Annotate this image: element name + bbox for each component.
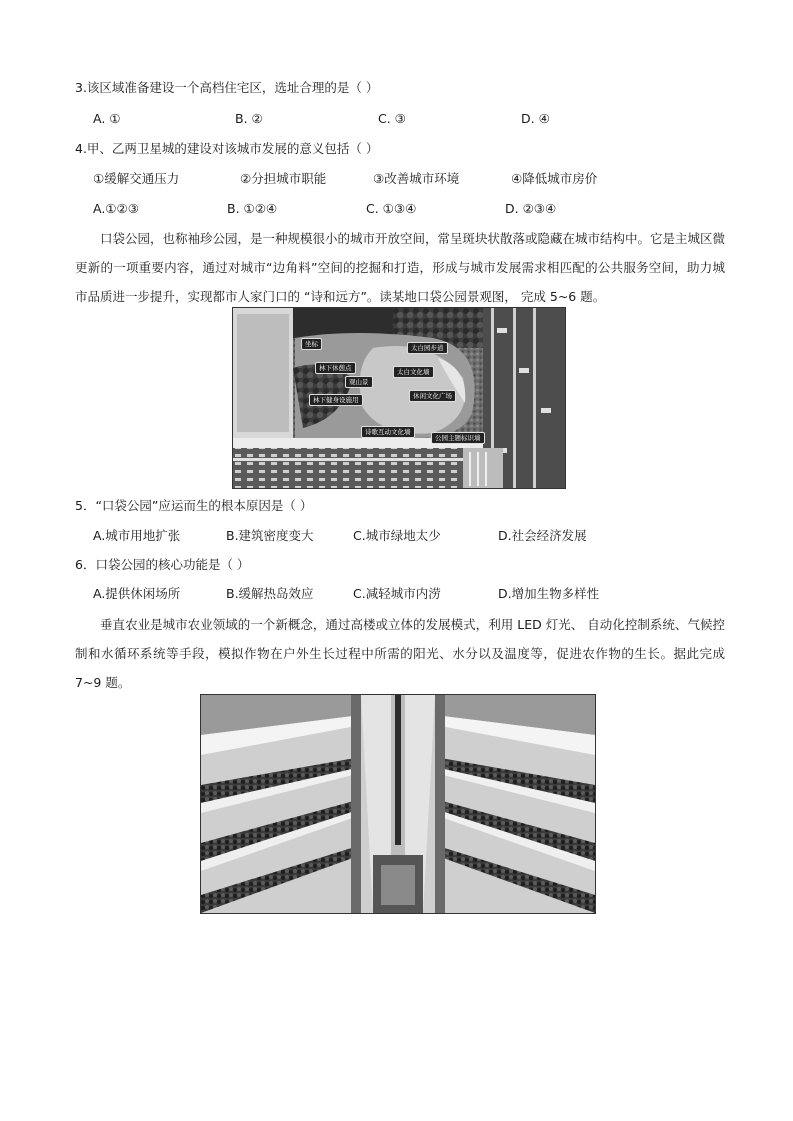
pocket-park-photo	[232, 307, 566, 489]
q5-option-d: D.社会经济发展	[498, 528, 587, 543]
vertical-farm-illustration	[201, 695, 595, 913]
q3-stem: 3.该区域准备建设一个高档住宅区，选址合理的是（ ）	[75, 80, 379, 95]
q4-stem: 4.甲、乙两卫星城的建设对该城市发展的意义包括（ ）	[75, 141, 379, 156]
park-label-mountain-view: 观山景	[345, 376, 373, 388]
q6-option-c: C.减轻城市内涝	[353, 586, 441, 601]
q4-item-3: ③改善城市环境	[373, 171, 460, 186]
park-label-fitness: 林下健身设施用	[309, 394, 363, 406]
q3-option-c: C. ③	[378, 111, 406, 126]
q5-option-b: B.建筑密度变大	[226, 528, 314, 543]
q6-option-a: A.提供休闲场所	[93, 586, 181, 601]
q6-option-b: B.缓解热岛效应	[226, 586, 314, 601]
vertical-farm-photo	[200, 694, 596, 914]
passage-pocket-park	[75, 224, 725, 311]
q4-item-4: ④降低城市房价	[511, 171, 598, 186]
park-label-coordinates: 坐标	[301, 338, 322, 350]
q5-stem: 5．“口袋公园”应运而生的根本原因是（ ）	[75, 498, 313, 513]
q6-option-d: D.增加生物多样性	[498, 586, 600, 601]
q3-option-a: A. ①	[93, 111, 121, 126]
q6-stem: 6．口袋公园的核心功能是（ ）	[75, 557, 250, 572]
q4-option-b: B. ①②④	[227, 201, 278, 216]
passage-vertical-farm	[75, 610, 725, 697]
passage-vertical-farm-text: 垂直农业是城市农业领域的一个新概念，通过高楼或立体的发展模式，利用 LED 灯光、 自动化控制系统、气候控制和水循环系统等手段，模拟作物在户外生长过程中所需的阳光、水分以及温度等，促进农作物的生长。据此完成 7~9 题。	[75, 617, 725, 690]
park-label-theme-sign: 公园主题标识墙	[431, 432, 485, 444]
q3-option-b: B. ②	[235, 111, 263, 126]
park-label-leisure-plaza: 休闲文化广场	[409, 390, 456, 402]
q4-item-2: ②分担城市职能	[240, 171, 327, 186]
park-label-forest-rest: 林下休憩点	[315, 362, 356, 374]
q4-item-1: ①缓解交通压力	[93, 171, 180, 186]
q5-option-a: A.城市用地扩张	[93, 528, 181, 543]
q4-option-d: D. ②③④	[505, 201, 557, 216]
park-label-taibai-wall: 太白文化墙	[393, 366, 434, 378]
park-label-taibai-trail: 太白园步道	[407, 342, 448, 354]
pocket-park-illustration	[233, 308, 565, 488]
park-label-poetry-wall: 诗歌互动文化墙	[361, 426, 415, 438]
q4-option-a: A.①②③	[93, 201, 139, 216]
q5-option-c: C.城市绿地太少	[353, 528, 441, 543]
q3-option-d: D. ④	[521, 111, 550, 126]
q4-option-c: C. ①③④	[366, 201, 417, 216]
passage-pocket-park-text: 口袋公园，也称袖珍公园，是一种规模很小的城市开放空间，常呈斑块状散落或隐藏在城市结构中。它是主城区微更新的一项重要内容，通过对城市“边角料”空间的挖掘和打造，形成与城市发展需求相匹配的公共服务空间，助力城市品质进一步提升，实现都市人家门口的 “诗和远方”。读某地口袋公园景观图， 完成 5~6 题。	[75, 231, 726, 304]
